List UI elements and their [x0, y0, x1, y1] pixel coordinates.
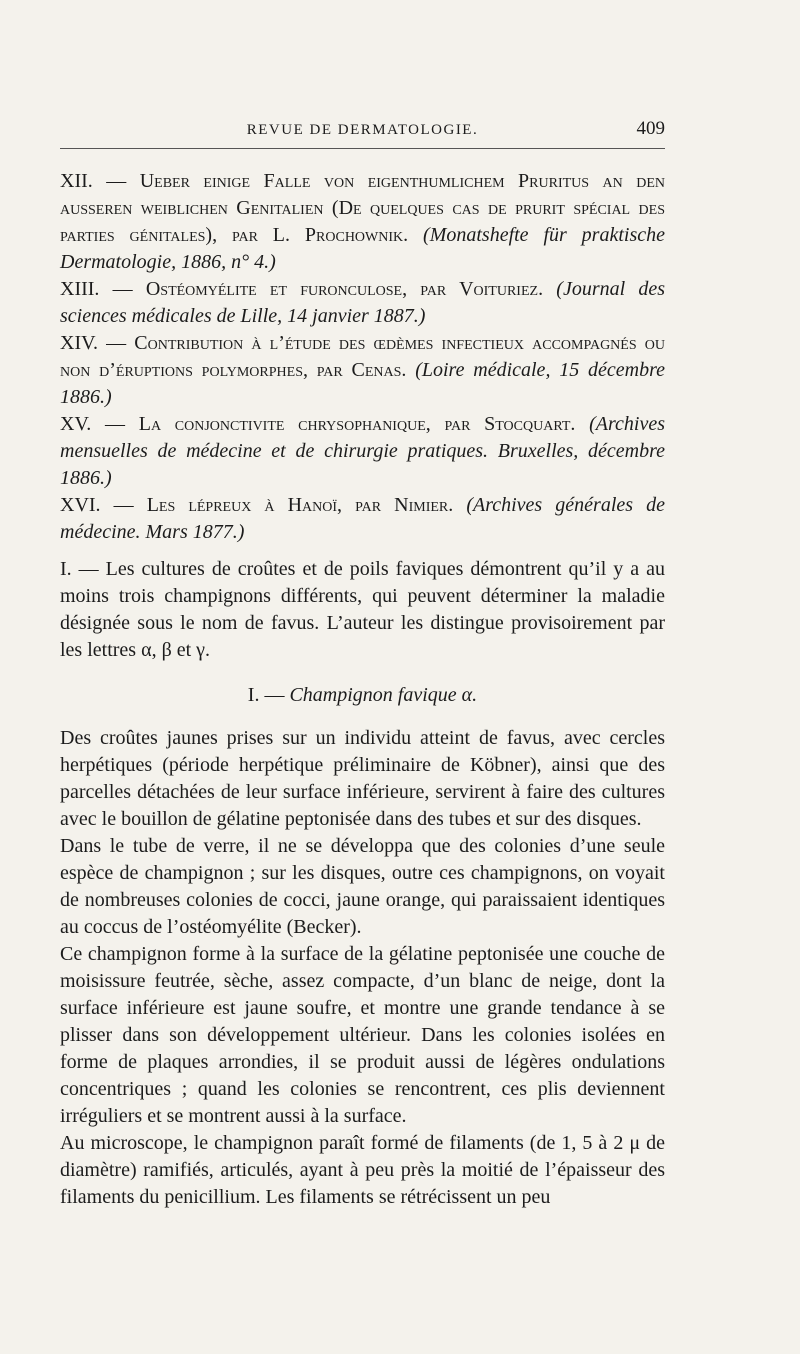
bib-journal: (Archives générales de médecine. Mars 1877.)	[60, 494, 666, 543]
bib-journal: (Journal des sciences médicales de Lille, 14 janvier 1887.)	[60, 278, 666, 327]
bib-title: — Ostéomyélite et furonculose, par Voituriez.	[112, 278, 544, 300]
running-title: REVUE DE DERMATOLOGIE.	[246, 122, 479, 138]
spacer	[60, 546, 665, 556]
header-rule	[60, 148, 665, 149]
bib-title: — Contribution à l’étude des œdèmes infectieux accompagnés ou non d’éruptions polymorphes, par Cenas.	[60, 332, 665, 381]
bib-title: — Ueber einige Falle von eigenthumlichem Pruritus an den ausseren weiblichen Genitalien (De quelques cas de prurit spécial des parties génitales), par L. Prochownik.	[60, 170, 666, 246]
bibliography-entry-xv	[60, 411, 665, 492]
bib-numeral: XIV.	[60, 332, 98, 354]
bib-numeral: XV.	[60, 413, 92, 435]
bibliography-entry-xii	[60, 168, 665, 276]
bib-journal: (Monatshefte für praktische Dermatologie, 1886, n° 4.)	[60, 224, 665, 273]
bib-numeral: XII.	[60, 170, 93, 192]
body-paragraph-1: Des croûtes jaunes prises sur un individu atteint de favus, avec cercles herpétiques (période herpétique préliminaire de Köbner), ainsi que des parcelles détachées de leur surface inférieure, servirent à faire des cultures avec le bouillon de gélatine peptonisée dans des tubes et sur des disques.	[60, 727, 665, 830]
bib-title: — Les lépreux à Hanoï, par Nimier.	[113, 494, 454, 516]
section-heading	[60, 682, 665, 709]
body-paragraph-2: Dans le tube de verre, il ne se développa que des colonies d’une seule espèce de champignon ; sur les disques, outre ces champignons, on voyait de nombreuses colonies de cocci, jaune orange, qui paraissaient identiques au coccus de l’ostéomyélite (Becker).	[60, 835, 665, 938]
page-header	[60, 118, 665, 144]
bib-journal: (Archives mensuelles de médecine et de chirurgie pratiques. Bruxelles, décembre 1886.)	[60, 413, 665, 489]
intro-paragraph: I. — Les cultures de croûtes et de poils faviques démontrent qu’il y a au moins trois champignons différents, qui peuvent déterminer la maladie désignée sous le nom de favus. L’auteur les distingue provisoirement par les lettres α, β et γ.	[60, 558, 665, 661]
section-heading-title: Champignon favique α.	[289, 684, 478, 706]
page-content	[60, 168, 665, 1211]
bib-numeral: XVI.	[60, 494, 101, 516]
section-heading-prefix: I. —	[247, 684, 285, 706]
body-paragraph-3: Ce champignon forme à la surface de la gélatine peptonisée une couche de moisissure feutrée, sèche, assez compacte, d’un blanc de neige, dont la surface inférieure est jaune soufre, et montre une grande tendance à se plisser dans son développement ultérieur. Dans les colonies isolées en forme de plaques arrondies, il se produit aussi de légères ondulations concentriques ; quand les colonies se rencontrent, ces plis deviennent irréguliers et se montrent aussi à la surface.	[60, 943, 665, 1127]
bib-title: — La conjonctivite chrysophanique, par Stocquart.	[105, 413, 576, 435]
bibliography-entry-xvi	[60, 492, 665, 546]
bib-journal: (Loire médicale, 15 décembre 1886.)	[60, 359, 666, 408]
bib-numeral: XIII.	[60, 278, 100, 300]
bibliography-entry-xiii	[60, 276, 665, 330]
page-number: 409	[636, 118, 665, 139]
bibliography-entry-xiv	[60, 330, 665, 411]
body-paragraph-4: Au microscope, le champignon paraît formé de filaments (de 1, 5 à 2 μ de diamètre) ramifiés, articulés, ayant à peu près la moitié de l’épaisseur des filaments du penicillium. Les filaments se rétrécissent un peu	[60, 1132, 665, 1208]
